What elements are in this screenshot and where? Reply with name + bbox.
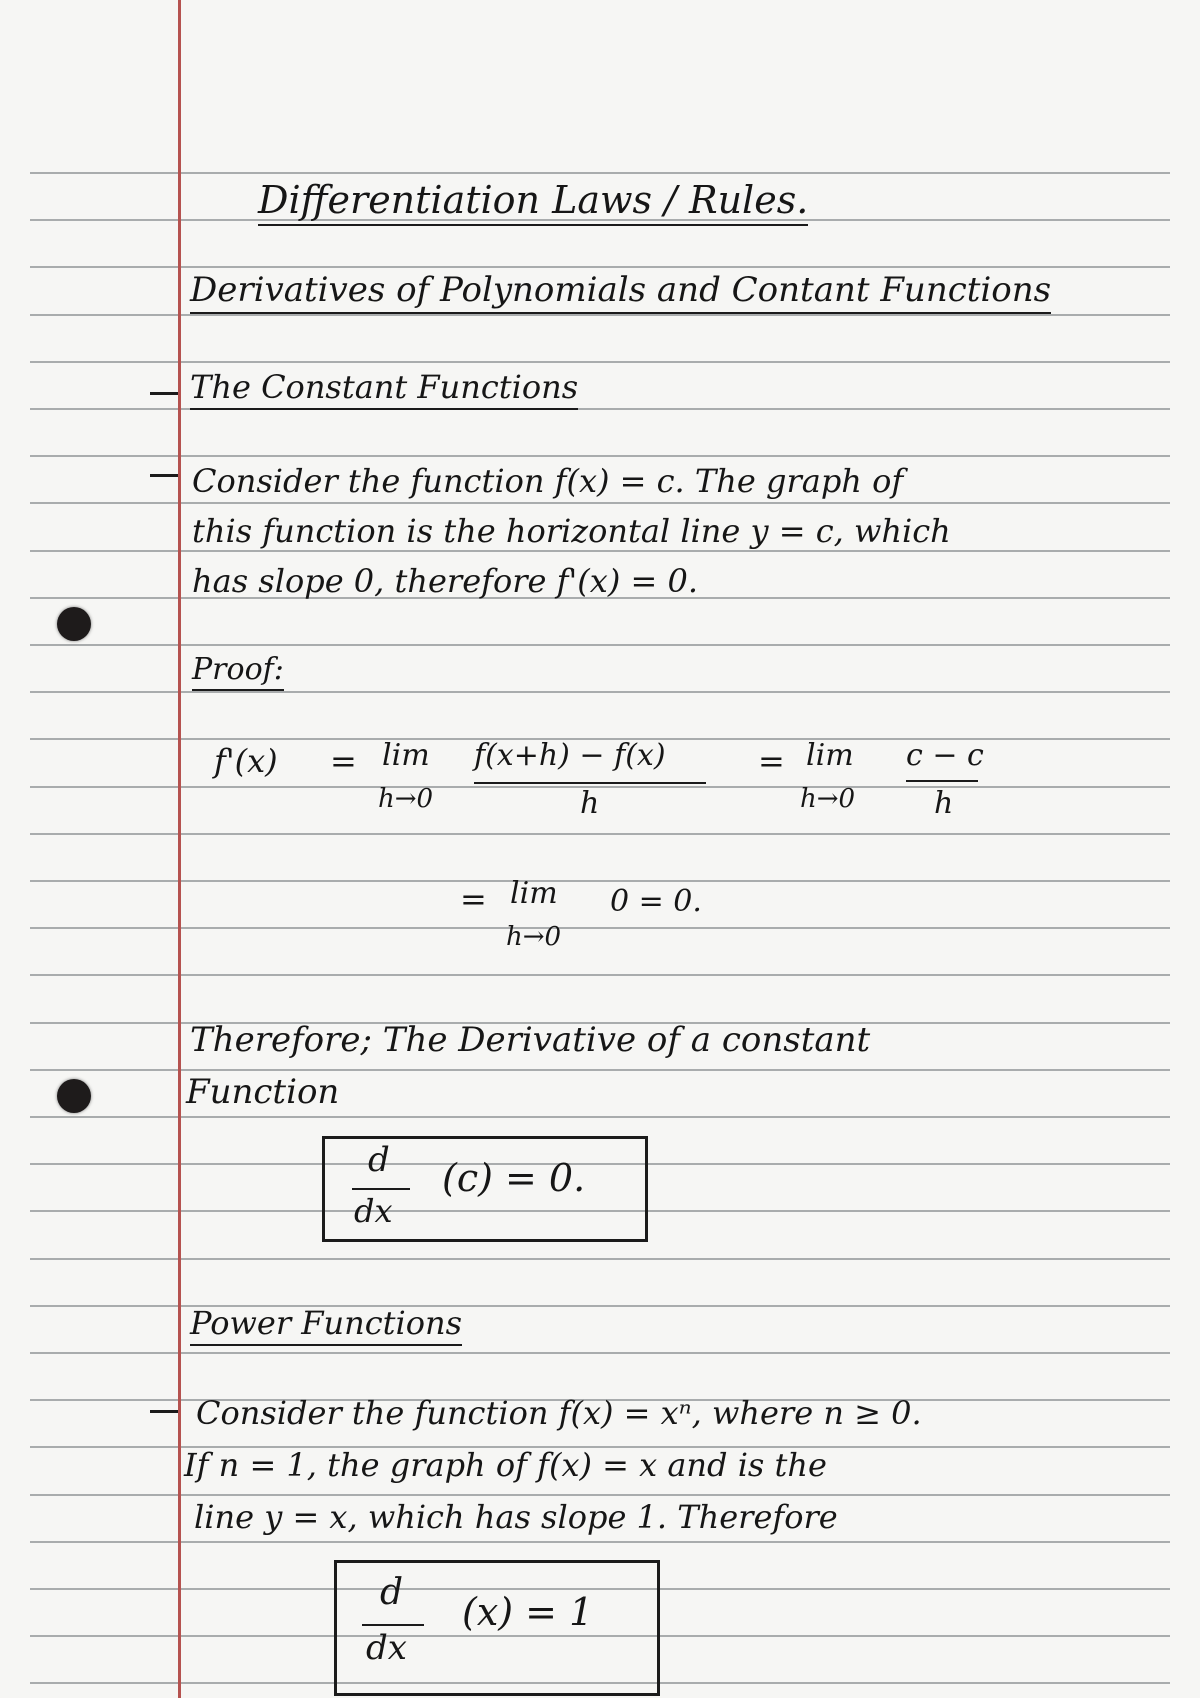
constant-paragraph-line: this function is the horizontal line y = c, which (192, 512, 951, 550)
eq1-denominator-2: h (934, 786, 954, 821)
ruled-line (30, 927, 1170, 929)
box-rhs: (c) = 0. (442, 1156, 586, 1200)
punch-hole (57, 607, 91, 641)
ruled-line (30, 314, 1170, 316)
eq1-lim: lim (382, 738, 430, 773)
box-d: d (368, 1140, 390, 1180)
ruled-line (30, 455, 1170, 457)
ruled-line (30, 1494, 1170, 1496)
eq1-equals: = (330, 742, 357, 780)
power-paragraph-line: line y = x, which has slope 1. Therefore (194, 1498, 838, 1536)
constant-paragraph-line: has slope 0, therefore f'(x) = 0. (192, 562, 698, 600)
eq1-denominator: h (580, 786, 600, 821)
eq1-lhs: f'(x) (214, 742, 278, 780)
box-fraction-bar (352, 1188, 410, 1190)
ruled-line (30, 974, 1170, 976)
ruled-line (30, 1541, 1170, 1543)
eq2-lim: lim (510, 876, 558, 911)
constant-heading: The Constant Functions (190, 368, 578, 410)
ruled-line (30, 644, 1170, 646)
ruled-line (30, 172, 1170, 174)
box-dx: dx (354, 1192, 393, 1230)
power-paragraph-line: If n = 1, the graph of f(x) = x and is the (184, 1446, 827, 1484)
eq1-numerator-2: c − c (906, 738, 984, 773)
constant-paragraph-line: Consider the function f(x) = c. The graph of (192, 462, 904, 500)
eq2-lim-sub: h→0 (506, 922, 562, 952)
proof-label: Proof: (192, 652, 284, 691)
ruled-line (30, 1352, 1170, 1354)
eq1-lim-sub-2: h→0 (800, 784, 856, 814)
power-box-rhs: (x) = 1 (462, 1590, 594, 1634)
eq2-rest: 0 = 0. (610, 884, 702, 919)
power-box-dx: dx (366, 1628, 407, 1668)
ruled-line (30, 361, 1170, 363)
power-box-fraction-bar (362, 1624, 424, 1626)
ruled-line (30, 833, 1170, 835)
ruled-line (30, 786, 1170, 788)
eq1-numerator: f(x+h) − f(x) (474, 738, 666, 773)
margin-line (178, 0, 181, 1698)
eq1-fraction-bar (474, 782, 706, 784)
eq1-fraction-bar-2 (906, 780, 978, 782)
eq1-lim-2: lim (806, 738, 854, 773)
ruled-line (30, 1116, 1170, 1118)
eq2-equals: = (460, 880, 487, 918)
eq1-equals-2: = (758, 742, 785, 780)
therefore-line: Therefore; The Derivative of a constant (190, 1020, 871, 1060)
eq1-lim-sub: h→0 (378, 784, 434, 814)
section-heading: Derivatives of Polynomials and Contant Functions (190, 270, 1051, 314)
ruled-line (30, 266, 1170, 268)
bullet-dash (150, 392, 178, 395)
ruled-line (30, 550, 1170, 552)
therefore-line: Function (186, 1072, 340, 1112)
power-heading: Power Functions (190, 1304, 462, 1346)
page-title: Differentiation Laws / Rules. (258, 178, 808, 226)
ruled-line (30, 880, 1170, 882)
punch-hole (57, 1079, 91, 1113)
power-box-d: d (380, 1572, 404, 1613)
bullet-dash (150, 474, 178, 477)
power-paragraph-line: Consider the function f(x) = xⁿ, where n ≥ 0. (196, 1394, 922, 1432)
ruled-line (30, 1258, 1170, 1260)
ruled-line (30, 502, 1170, 504)
ruled-line (30, 1069, 1170, 1071)
bullet-dash (150, 1410, 178, 1413)
ruled-line (30, 691, 1170, 693)
